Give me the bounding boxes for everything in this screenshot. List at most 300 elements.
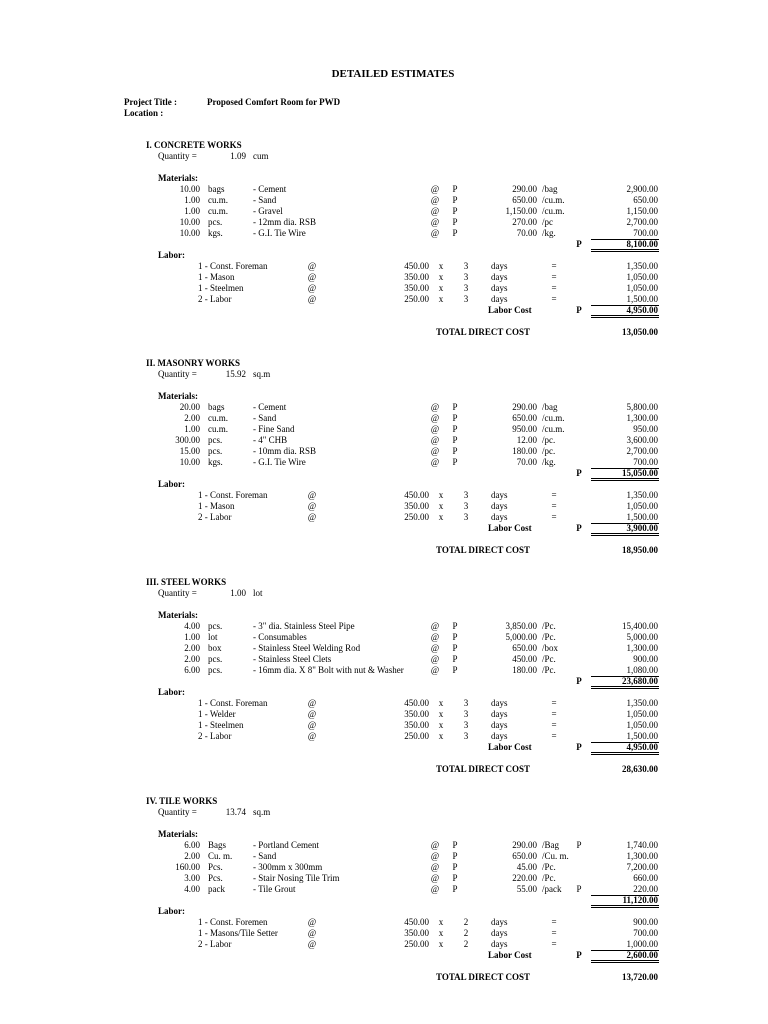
- materials-label: Materials:: [158, 173, 198, 183]
- material-qty: 10.00: [179, 217, 200, 227]
- at-sign: @: [307, 698, 317, 708]
- material-qty: 4.00: [184, 621, 200, 631]
- labor-amount: 1,050.00: [626, 720, 658, 730]
- material-desc: - Fine Sand: [253, 424, 295, 434]
- material-unit-price: 290.00: [512, 402, 537, 412]
- peso-sign: P: [576, 305, 582, 315]
- days-label: days: [491, 709, 508, 719]
- times-sign: x: [438, 939, 444, 949]
- equals-sign: =: [551, 272, 557, 282]
- material-desc: - 10mm dia. RSB: [253, 446, 317, 456]
- total-direct-cost-label: TOTAL DIRECT COST: [436, 764, 531, 774]
- labor-days: 3: [463, 272, 469, 282]
- labor-cost-label: Labor Cost: [488, 523, 532, 533]
- labor-days: 2: [463, 928, 469, 938]
- material-unit-price: 450.00: [512, 654, 537, 664]
- equals-sign: =: [551, 512, 557, 522]
- quantity-unit: lot: [253, 588, 263, 598]
- section-title: III. STEEL WORKS: [146, 577, 227, 587]
- at-sign: @: [430, 862, 440, 872]
- material-amount: 1,300.00: [626, 643, 658, 653]
- peso-sign: P: [452, 195, 458, 205]
- material-desc: - Cement: [253, 184, 287, 194]
- material-qty: 1.00: [184, 206, 200, 216]
- quantity-unit: sq.m: [253, 807, 271, 817]
- material-price-unit: /Pc.: [542, 873, 556, 883]
- labor-role: 1 - Mason: [198, 272, 235, 282]
- days-label: days: [491, 283, 508, 293]
- material-unit: kgs.: [208, 228, 223, 238]
- peso-sign: P: [452, 862, 458, 872]
- material-desc: - Stair Nosing Tile Trim: [253, 873, 340, 883]
- at-sign: @: [307, 501, 317, 511]
- material-desc: - Sand: [253, 195, 277, 205]
- equals-sign: =: [551, 283, 557, 293]
- at-sign: @: [307, 939, 317, 949]
- total-direct-cost-label: TOTAL DIRECT COST: [436, 972, 531, 982]
- labor-role: 1 - Const. Foremen: [198, 917, 268, 927]
- peso-sign: P: [576, 840, 582, 850]
- labor-label: Labor:: [158, 479, 185, 489]
- peso-sign: P: [576, 884, 582, 894]
- at-sign: @: [430, 665, 440, 675]
- equals-sign: =: [551, 731, 557, 741]
- material-qty: 2.00: [184, 643, 200, 653]
- total-direct-cost-label: TOTAL DIRECT COST: [436, 545, 531, 555]
- labor-rate: 450.00: [404, 490, 429, 500]
- peso-sign: P: [576, 468, 582, 478]
- material-unit-price: 180.00: [512, 446, 537, 456]
- material-unit-price: 3,850.00: [505, 621, 537, 631]
- material-amount: 5,800.00: [626, 402, 658, 412]
- at-sign: @: [430, 413, 440, 423]
- material-desc: - Stainless Steel Clets: [253, 654, 332, 664]
- labor-role: 1 - Const. Foreman: [198, 698, 268, 708]
- at-sign: @: [307, 283, 317, 293]
- materials-label: Materials:: [158, 391, 198, 401]
- material-amount: 700.00: [633, 457, 658, 467]
- at-sign: @: [430, 632, 440, 642]
- equals-sign: =: [551, 501, 557, 511]
- peso-sign: P: [452, 206, 458, 216]
- days-label: days: [491, 917, 508, 927]
- material-unit: cu.m.: [208, 195, 228, 205]
- material-qty: 10.00: [179, 457, 200, 467]
- labor-role: 2 - Labor: [198, 731, 232, 741]
- material-qty: 20.00: [179, 402, 200, 412]
- at-sign: @: [430, 621, 440, 631]
- material-unit-price: 650.00: [512, 195, 537, 205]
- materials-total-double-rule: [591, 905, 659, 908]
- material-qty: 10.00: [179, 184, 200, 194]
- materials-label: Materials:: [158, 610, 198, 620]
- peso-sign: P: [452, 402, 458, 412]
- labor-rate: 250.00: [404, 294, 429, 304]
- labor-amount: 1,500.00: [626, 731, 658, 741]
- material-unit: cu.m.: [208, 206, 228, 216]
- material-amount: 700.00: [633, 228, 658, 238]
- at-sign: @: [430, 217, 440, 227]
- at-sign: @: [430, 654, 440, 664]
- material-unit: pcs.: [208, 435, 223, 445]
- labor-total: 4,950.00: [626, 305, 658, 315]
- total-direct-cost-label: TOTAL DIRECT COST: [436, 327, 531, 337]
- at-sign: @: [430, 446, 440, 456]
- at-sign: @: [430, 457, 440, 467]
- labor-days: 3: [463, 512, 469, 522]
- material-amount: 1,300.00: [626, 851, 658, 861]
- material-unit-price: 70.00: [516, 228, 537, 238]
- material-amount: 1,080.00: [626, 665, 658, 675]
- times-sign: x: [438, 283, 444, 293]
- material-desc: - Consumables: [253, 632, 307, 642]
- peso-sign: P: [452, 884, 458, 894]
- material-unit: pack: [208, 884, 225, 894]
- material-qty: 2.00: [184, 654, 200, 664]
- peso-sign: P: [452, 840, 458, 850]
- peso-sign: P: [452, 665, 458, 675]
- quantity-value: 1.00: [230, 588, 246, 598]
- material-price-unit: /cu.m.: [542, 206, 565, 216]
- labor-days: 2: [463, 939, 469, 949]
- material-unit-price: 650.00: [512, 851, 537, 861]
- at-sign: @: [307, 490, 317, 500]
- material-unit: pcs.: [208, 446, 223, 456]
- material-desc: - Sand: [253, 851, 277, 861]
- material-unit-price: 650.00: [512, 643, 537, 653]
- material-price-unit: /Bag: [542, 840, 559, 850]
- peso-sign: P: [452, 413, 458, 423]
- peso-sign: P: [576, 676, 582, 686]
- labor-total: 4,950.00: [626, 742, 658, 752]
- project-title-value: Proposed Comfort Room for PWD: [207, 97, 341, 107]
- material-desc: - Stainless Steel Welding Rod: [253, 643, 361, 653]
- times-sign: x: [438, 731, 444, 741]
- material-unit-price: 1,150.00: [505, 206, 537, 216]
- labor-rate: 350.00: [404, 709, 429, 719]
- material-unit: Cu. m.: [208, 851, 233, 861]
- labor-days: 3: [463, 731, 469, 741]
- labor-cost-label: Labor Cost: [488, 950, 532, 960]
- material-amount: 220.00: [633, 884, 658, 894]
- quantity-value: 1.09: [230, 151, 246, 161]
- material-amount: 660.00: [633, 873, 658, 883]
- times-sign: x: [438, 294, 444, 304]
- labor-rate: 350.00: [404, 928, 429, 938]
- times-sign: x: [438, 490, 444, 500]
- material-unit-price: 5,000.00: [505, 632, 537, 642]
- labor-days: 3: [463, 490, 469, 500]
- days-label: days: [491, 720, 508, 730]
- material-qty: 2.00: [184, 851, 200, 861]
- at-sign: @: [430, 195, 440, 205]
- labor-rate: 250.00: [404, 731, 429, 741]
- material-price-unit: /kg.: [542, 228, 556, 238]
- days-label: days: [491, 490, 508, 500]
- at-sign: @: [430, 424, 440, 434]
- at-sign: @: [430, 840, 440, 850]
- equals-sign: =: [551, 261, 557, 271]
- peso-sign: P: [452, 851, 458, 861]
- labor-days: 2: [463, 917, 469, 927]
- at-sign: @: [430, 643, 440, 653]
- labor-role: 2 - Labor: [198, 512, 232, 522]
- at-sign: @: [307, 512, 317, 522]
- material-unit: Pcs.: [208, 873, 223, 883]
- material-desc: - Gravel: [253, 206, 283, 216]
- material-unit-price: 650.00: [512, 413, 537, 423]
- material-price-unit: /box: [542, 643, 559, 653]
- labor-days: 3: [463, 698, 469, 708]
- material-amount: 7,200.00: [626, 862, 658, 872]
- quantity-value: 15.92: [225, 369, 246, 379]
- labor-total-double-rule: [591, 752, 659, 755]
- peso-sign: P: [452, 446, 458, 456]
- at-sign: @: [430, 228, 440, 238]
- material-amount: 1,150.00: [626, 206, 658, 216]
- peso-sign: P: [576, 239, 582, 249]
- materials-total: 15,050.00: [622, 468, 658, 478]
- at-sign: @: [307, 928, 317, 938]
- peso-sign: P: [452, 643, 458, 653]
- labor-label: Labor:: [158, 250, 185, 260]
- material-desc: - G.I. Tie Wire: [253, 228, 306, 238]
- total-direct-cost: 18,950.00: [622, 545, 658, 555]
- peso-sign: P: [452, 424, 458, 434]
- quantity-label: Quantity =: [158, 588, 197, 598]
- material-amount: 3,600.00: [626, 435, 658, 445]
- labor-rate: 350.00: [404, 283, 429, 293]
- material-unit-price: 180.00: [512, 665, 537, 675]
- times-sign: x: [438, 512, 444, 522]
- material-unit: bags: [208, 402, 225, 412]
- labor-total: 3,900.00: [626, 523, 658, 533]
- labor-role: 1 - Mason: [198, 501, 235, 511]
- labor-cost-label: Labor Cost: [488, 305, 532, 315]
- labor-amount: 900.00: [633, 917, 658, 927]
- labor-amount: 1,050.00: [626, 283, 658, 293]
- labor-label: Labor:: [158, 906, 185, 916]
- material-amount: 1,300.00: [626, 413, 658, 423]
- material-unit: kgs.: [208, 457, 223, 467]
- quantity-label: Quantity =: [158, 369, 197, 379]
- peso-sign: P: [452, 873, 458, 883]
- times-sign: x: [438, 709, 444, 719]
- peso-sign: P: [576, 742, 582, 752]
- material-price-unit: /kg.: [542, 457, 556, 467]
- labor-amount: 1,350.00: [626, 698, 658, 708]
- section-title: I. CONCRETE WORKS: [146, 140, 242, 150]
- equals-sign: =: [551, 698, 557, 708]
- days-label: days: [491, 294, 508, 304]
- labor-role: 2 - Labor: [198, 294, 232, 304]
- section-title: IV. TILE WORKS: [146, 796, 218, 806]
- material-unit: Pcs.: [208, 862, 223, 872]
- labor-amount: 1,050.00: [626, 501, 658, 511]
- labor-role: 1 - Const. Foreman: [198, 490, 268, 500]
- material-qty: 3.00: [184, 873, 200, 883]
- material-price-unit: /pc: [542, 217, 553, 227]
- quantity-label: Quantity =: [158, 151, 197, 161]
- peso-sign: P: [452, 632, 458, 642]
- days-label: days: [491, 261, 508, 271]
- material-unit: bags: [208, 184, 225, 194]
- peso-sign: P: [452, 621, 458, 631]
- material-price-unit: /Pc.: [542, 654, 556, 664]
- material-desc: - 300mm x 300mm: [253, 862, 323, 872]
- material-unit: pcs.: [208, 665, 223, 675]
- materials-total: 23,680.00: [622, 676, 658, 686]
- material-desc: - G.I. Tie Wire: [253, 457, 306, 467]
- material-qty: 15.00: [179, 446, 200, 456]
- labor-rate: 250.00: [404, 939, 429, 949]
- material-unit-price: 55.00: [516, 884, 537, 894]
- days-label: days: [491, 512, 508, 522]
- material-unit-price: 70.00: [516, 457, 537, 467]
- labor-rate: 450.00: [404, 261, 429, 271]
- labor-role: 2 - Labor: [198, 939, 232, 949]
- material-unit: pcs.: [208, 654, 223, 664]
- labor-days: 3: [463, 709, 469, 719]
- material-price-unit: /Pc.: [542, 665, 556, 675]
- peso-sign: P: [452, 435, 458, 445]
- days-label: days: [491, 928, 508, 938]
- material-desc: - 12mm dia. RSB: [253, 217, 317, 227]
- material-qty: 1.00: [184, 424, 200, 434]
- labor-amount: 1,500.00: [626, 294, 658, 304]
- material-amount: 5,000.00: [626, 632, 658, 642]
- days-label: days: [491, 731, 508, 741]
- labor-days: 3: [463, 720, 469, 730]
- labor-amount: 1,050.00: [626, 709, 658, 719]
- material-desc: - 16mm dia. X 8" Bolt with nut & Washer: [253, 665, 404, 675]
- labor-days: 3: [463, 294, 469, 304]
- total-direct-cost: 13,720.00: [622, 972, 658, 982]
- material-desc: - Sand: [253, 413, 277, 423]
- equals-sign: =: [551, 939, 557, 949]
- times-sign: x: [438, 272, 444, 282]
- material-amount: 15,400.00: [622, 621, 658, 631]
- labor-rate: 250.00: [404, 512, 429, 522]
- times-sign: x: [438, 698, 444, 708]
- material-amount: 2,700.00: [626, 217, 658, 227]
- at-sign: @: [430, 206, 440, 216]
- times-sign: x: [438, 720, 444, 730]
- material-unit: box: [208, 643, 222, 653]
- peso-sign: P: [452, 654, 458, 664]
- material-unit: Bags: [208, 840, 226, 850]
- material-qty: 1.00: [184, 195, 200, 205]
- labor-amount: 700.00: [633, 928, 658, 938]
- material-qty: 6.00: [184, 840, 200, 850]
- at-sign: @: [307, 709, 317, 719]
- at-sign: @: [307, 917, 317, 927]
- labor-cost-label: Labor Cost: [488, 742, 532, 752]
- labor-role: 1 - Steelmen: [198, 720, 244, 730]
- labor-rate: 350.00: [404, 720, 429, 730]
- at-sign: @: [430, 184, 440, 194]
- quantity-value: 13.74: [225, 807, 246, 817]
- labor-role: 1 - Welder: [198, 709, 236, 719]
- material-price-unit: /Cu. m.: [542, 851, 569, 861]
- material-amount: 1,740.00: [626, 840, 658, 850]
- labor-label: Labor:: [158, 687, 185, 697]
- labor-rate: 350.00: [404, 272, 429, 282]
- materials-total-double-rule: [591, 478, 659, 481]
- days-label: days: [491, 698, 508, 708]
- labor-rate: 450.00: [404, 917, 429, 927]
- material-price-unit: /Pc.: [542, 621, 556, 631]
- material-amount: 2,700.00: [626, 446, 658, 456]
- peso-sign: P: [576, 523, 582, 533]
- location-label: Location :: [124, 108, 164, 118]
- at-sign: @: [307, 272, 317, 282]
- equals-sign: =: [551, 490, 557, 500]
- materials-label: Materials:: [158, 829, 198, 839]
- material-price-unit: /Pc.: [542, 862, 556, 872]
- material-price-unit: /cu.m.: [542, 195, 565, 205]
- material-price-unit: /pc.: [542, 446, 556, 456]
- peso-sign: P: [452, 184, 458, 194]
- total-direct-cost: 13,050.00: [622, 327, 658, 337]
- labor-role: 1 - Masons/Tile Setter: [198, 928, 278, 938]
- labor-amount: 1,500.00: [626, 512, 658, 522]
- material-unit-price: 290.00: [512, 840, 537, 850]
- materials-total-double-rule: [591, 686, 659, 689]
- peso-sign: P: [576, 950, 582, 960]
- material-desc: - Cement: [253, 402, 287, 412]
- labor-total-double-rule: [591, 315, 659, 318]
- section-title: II. MASONRY WORKS: [146, 358, 240, 368]
- material-price-unit: /pack: [542, 884, 562, 894]
- at-sign: @: [307, 294, 317, 304]
- document-title: DETAILED ESTIMATES: [331, 68, 455, 80]
- days-label: days: [491, 501, 508, 511]
- labor-rate: 450.00: [404, 698, 429, 708]
- materials-total-double-rule: [591, 249, 659, 252]
- at-sign: @: [307, 731, 317, 741]
- total-direct-cost: 28,630.00: [622, 764, 658, 774]
- times-sign: x: [438, 501, 444, 511]
- labor-amount: 1,000.00: [626, 939, 658, 949]
- material-amount: 650.00: [633, 195, 658, 205]
- peso-sign: P: [452, 217, 458, 227]
- labor-total: 2,600.00: [626, 950, 658, 960]
- peso-sign: P: [452, 228, 458, 238]
- equals-sign: =: [551, 294, 557, 304]
- material-price-unit: /cu.m.: [542, 424, 565, 434]
- material-price-unit: /cu.m.: [542, 413, 565, 423]
- at-sign: @: [307, 261, 317, 271]
- quantity-unit: sq.m: [253, 369, 271, 379]
- at-sign: @: [430, 873, 440, 883]
- material-unit-price: 290.00: [512, 184, 537, 194]
- labor-total-double-rule: [591, 960, 659, 963]
- material-price-unit: /bag: [542, 184, 558, 194]
- labor-role: 1 - Steelmen: [198, 283, 244, 293]
- material-unit: lot: [208, 632, 218, 642]
- at-sign: @: [430, 402, 440, 412]
- material-price-unit: /bag: [542, 402, 558, 412]
- equals-sign: =: [551, 917, 557, 927]
- times-sign: x: [438, 917, 444, 927]
- material-unit: cu.m.: [208, 424, 228, 434]
- material-amount: 900.00: [633, 654, 658, 664]
- equals-sign: =: [551, 709, 557, 719]
- material-qty: 300.00: [175, 435, 200, 445]
- quantity-label: Quantity =: [158, 807, 197, 817]
- material-unit-price: 220.00: [512, 873, 537, 883]
